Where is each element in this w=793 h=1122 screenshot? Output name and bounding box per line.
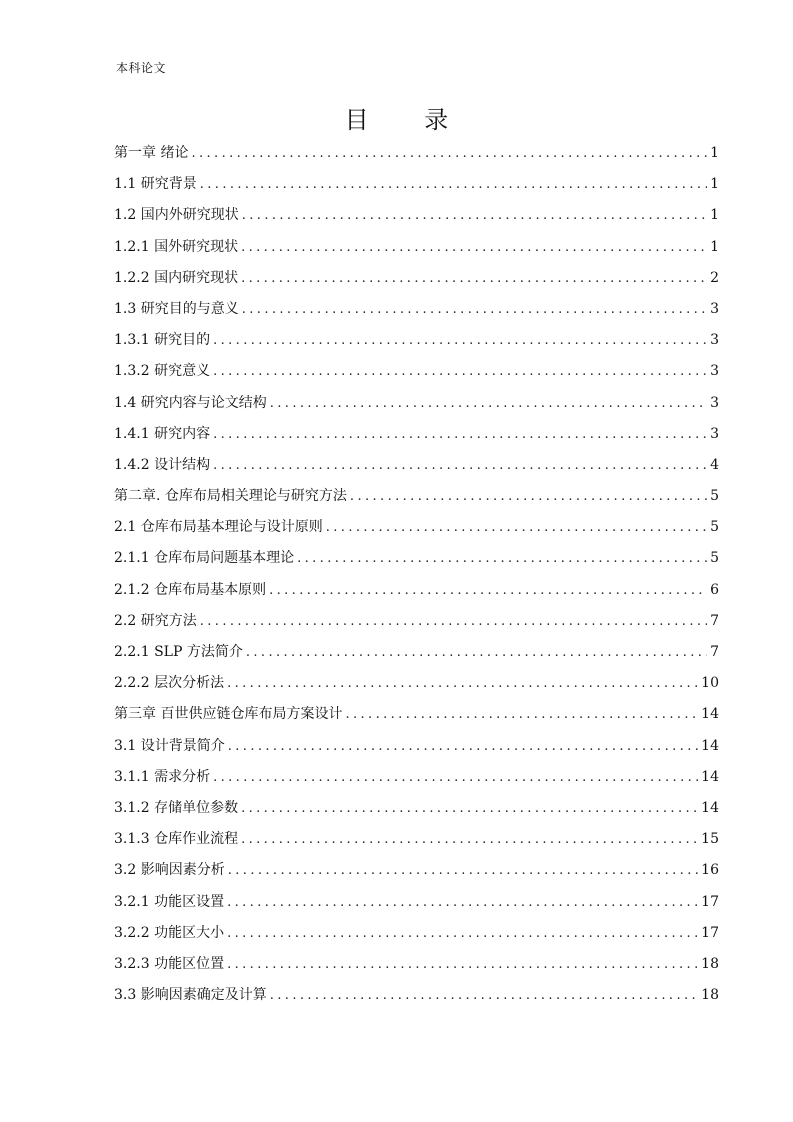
toc-entry-page-number: 5 — [710, 488, 719, 505]
toc-entry-page-number: 14 — [701, 799, 719, 816]
table-of-contents — [114, 140, 719, 1013]
toc-entry-label: 1.2 国内外研究现状 — [114, 207, 239, 224]
toc-entry-label: 3.2 影响因素分析 — [114, 862, 225, 879]
toc-entry-label: 3.1.2 存储单位参数 — [114, 799, 239, 816]
toc-entry[interactable] — [114, 733, 719, 764]
toc-entry-page-number: 14 — [701, 706, 719, 723]
toc-entry-page-number: 14 — [701, 737, 719, 754]
toc-dot-leader — [227, 952, 698, 978]
toc-entry-label: 2.1.1 仓库布局问题基本理论 — [114, 550, 295, 567]
toc-dot-leader — [213, 422, 707, 448]
page-header: 本科论文 — [116, 61, 167, 75]
toc-dot-leader — [227, 671, 698, 697]
toc-entry-label: 1.3.2 研究意义 — [114, 363, 211, 380]
toc-entry-label: 3.2.1 功能区设置 — [114, 893, 225, 910]
toc-entry[interactable] — [114, 296, 719, 327]
toc-entry[interactable] — [114, 202, 719, 233]
toc-dot-leader — [270, 391, 707, 417]
toc-dot-leader — [213, 328, 707, 354]
toc-entry-label: 2.2.2 层次分析法 — [114, 675, 225, 692]
toc-entry[interactable] — [114, 795, 719, 826]
page-title: 目 录 — [344, 106, 473, 134]
toc-entry[interactable] — [114, 514, 719, 545]
toc-dot-leader — [242, 203, 707, 229]
toc-dot-leader — [241, 827, 698, 853]
toc-entry[interactable] — [114, 545, 719, 576]
toc-entry[interactable] — [114, 670, 719, 701]
toc-entry-page-number: 3 — [710, 300, 719, 317]
toc-entry-page-number: 7 — [710, 644, 719, 660]
toc-dot-leader — [241, 796, 698, 822]
toc-entry[interactable] — [114, 920, 719, 951]
toc-dot-leader — [227, 921, 698, 947]
toc-entry-label: 1.2.1 国外研究现状 — [114, 238, 239, 255]
toc-entry-label: 3.2.3 功能区位置 — [114, 955, 225, 972]
toc-entry-label: 1.4.2 设计结构 — [114, 456, 211, 473]
toc-entry-label: 1.2.2 国内研究现状 — [114, 269, 239, 286]
toc-entry-label: 1.1 研究背景 — [114, 176, 197, 193]
toc-entry[interactable] — [114, 234, 719, 265]
toc-entry-page-number: 7 — [710, 612, 719, 629]
toc-entry-label: 1.3 研究目的与意义 — [114, 300, 239, 317]
toc-entry-label: 2.2.1 SLP 方法简介 — [114, 644, 243, 660]
toc-dot-leader — [213, 359, 707, 385]
toc-entry-page-number: 14 — [701, 768, 719, 785]
toc-dot-leader — [228, 734, 698, 760]
toc-entry[interactable] — [114, 889, 719, 920]
toc-entry-page-number: 18 — [701, 955, 719, 972]
toc-entry-label: 1.3.1 研究目的 — [114, 332, 211, 349]
toc-dot-leader — [191, 141, 707, 167]
toc-entry-page-number: 4 — [710, 456, 719, 473]
toc-entry-page-number: 3 — [710, 425, 719, 442]
toc-entry-page-number: 1 — [710, 176, 719, 193]
toc-entry-page-number: 1 — [710, 145, 719, 161]
toc-entry[interactable] — [114, 140, 719, 171]
toc-dot-leader — [350, 484, 707, 510]
toc-entry-page-number: 3 — [710, 394, 719, 411]
toc-entry-page-number: 10 — [701, 675, 719, 692]
toc-dot-leader — [200, 609, 707, 635]
toc-entry-label: 1.4.1 研究内容 — [114, 425, 211, 442]
toc-entry[interactable] — [114, 327, 719, 358]
toc-entry-label: 3.2.2 功能区大小 — [114, 924, 225, 941]
toc-entry-page-number: 2 — [710, 269, 719, 286]
toc-entry[interactable] — [114, 171, 719, 202]
toc-dot-leader — [228, 858, 698, 884]
toc-entry[interactable] — [114, 390, 719, 421]
toc-entry-page-number: 6 — [710, 581, 719, 598]
toc-entry-page-number: 16 — [701, 862, 719, 879]
toc-entry[interactable] — [114, 608, 719, 639]
toc-entry-label: 2.1.2 仓库布局基本原则 — [114, 581, 267, 598]
toc-entry-label: 第二章. 仓库布局相关理论与研究方法 — [114, 488, 347, 505]
toc-entry-page-number: 5 — [710, 550, 719, 567]
toc-entry[interactable] — [114, 639, 719, 670]
toc-dot-leader — [213, 453, 707, 479]
toc-entry[interactable] — [114, 951, 719, 982]
toc-entry[interactable] — [114, 577, 719, 608]
toc-entry[interactable] — [114, 452, 719, 483]
toc-entry-label: 3.1.3 仓库作业流程 — [114, 831, 239, 848]
toc-entry-page-number: 18 — [701, 987, 719, 1004]
toc-dot-leader — [213, 765, 698, 791]
toc-dot-leader — [241, 235, 707, 261]
toc-entry-page-number: 5 — [710, 519, 719, 536]
toc-entry[interactable] — [114, 982, 719, 1013]
toc-entry[interactable] — [114, 857, 719, 888]
toc-dot-leader — [269, 578, 707, 604]
toc-dot-leader — [345, 702, 698, 728]
toc-entry[interactable] — [114, 421, 719, 452]
toc-entry-page-number: 1 — [710, 207, 719, 224]
toc-dot-leader — [242, 297, 707, 323]
toc-entry-label: 2.1 仓库布局基本理论与设计原则 — [114, 519, 323, 536]
toc-entry[interactable] — [114, 701, 719, 732]
toc-entry-page-number: 3 — [710, 332, 719, 349]
toc-dot-leader — [270, 983, 698, 1009]
toc-entry-page-number: 15 — [701, 831, 719, 848]
toc-entry-label: 1.4 研究内容与论文结构 — [114, 394, 267, 411]
toc-entry-label: 第一章 绪论 — [114, 145, 189, 161]
toc-entry-label: 2.2 研究方法 — [114, 612, 197, 629]
toc-entry-page-number: 17 — [701, 893, 719, 910]
toc-entry-label: 3.3 影响因素确定及计算 — [114, 987, 267, 1004]
toc-entry-page-number: 17 — [701, 924, 719, 941]
toc-entry-label: 第三章 百世供应链仓库布局方案设计 — [114, 706, 343, 723]
toc-dot-leader — [227, 890, 698, 916]
toc-entry[interactable] — [114, 764, 719, 795]
toc-entry-page-number: 3 — [710, 363, 719, 380]
toc-entry[interactable] — [114, 358, 719, 389]
toc-entry[interactable] — [114, 826, 719, 857]
toc-entry[interactable] — [114, 265, 719, 296]
toc-dot-leader — [297, 546, 707, 572]
toc-entry[interactable] — [114, 483, 719, 514]
toc-dot-leader — [326, 515, 707, 541]
toc-dot-leader — [200, 172, 707, 198]
toc-entry-page-number: 1 — [710, 238, 719, 255]
toc-dot-leader — [246, 640, 707, 666]
toc-entry-label: 3.1 设计背景简介 — [114, 737, 225, 754]
toc-entry-label: 3.1.1 需求分析 — [114, 768, 211, 785]
toc-dot-leader — [241, 266, 707, 292]
